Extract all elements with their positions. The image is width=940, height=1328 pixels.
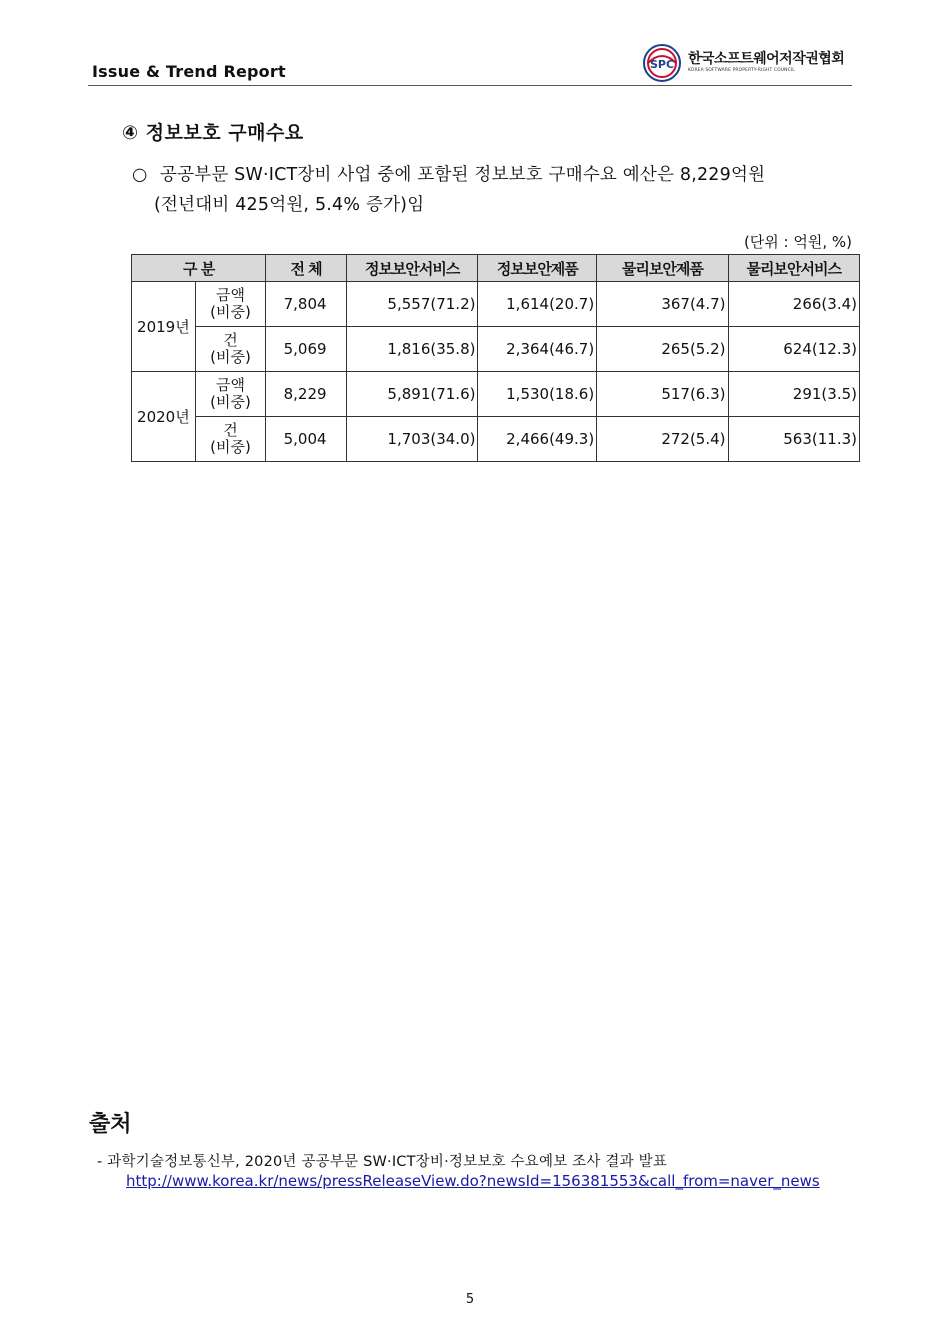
logo-subtitle: KOREA SOFTWARE PROPERTY-RIGHT COUNCIL <box>688 68 795 74</box>
value-cell: 266(3.4) <box>728 282 859 327</box>
value-cell: 624(12.3) <box>728 327 859 372</box>
kspc-logo-icon <box>642 43 682 83</box>
type-cell <box>195 417 266 462</box>
value-cell: 272(5.4) <box>597 417 728 462</box>
table-row <box>132 282 860 327</box>
value-cell: 265(5.2) <box>597 327 728 372</box>
type-label-sub: (비중) <box>210 438 251 456</box>
type-label: 금액 <box>216 376 245 394</box>
header-info-security-service: 정보보안서비스 <box>346 255 478 282</box>
value-cell: 2,466(49.3) <box>478 417 597 462</box>
source-link[interactable]: http://www.korea.kr/news/pressReleaseView.do?newsId=156381553&call_from=naver_news <box>126 1172 820 1190</box>
value-cell: 367(4.7) <box>597 282 728 327</box>
type-label: 금액 <box>216 286 245 304</box>
source-heading: 출처 <box>89 1112 132 1137</box>
kspc-logo <box>642 42 852 84</box>
value-cell: 5,069 <box>266 327 347 372</box>
section-title: ④ 정보보호 구매수요 <box>122 122 304 144</box>
value-cell: 1,703(34.0) <box>346 417 478 462</box>
source-citation: - 과학기술정보통신부, 2020년 공공부문 SW·ICT장비·정보보호 수요예보 조사 결과 발표 <box>97 1154 668 1170</box>
type-cell <box>195 282 266 327</box>
value-cell: 517(6.3) <box>597 372 728 417</box>
table-row <box>132 327 860 372</box>
value-cell: 7,804 <box>266 282 347 327</box>
table-header-row <box>132 255 860 282</box>
header-category: 구 분 <box>132 255 266 282</box>
table-row <box>132 417 860 462</box>
logo-mark-text: SPC <box>649 58 675 71</box>
type-cell <box>195 372 266 417</box>
header-info-security-product: 정보보안제품 <box>478 255 597 282</box>
value-cell: 563(11.3) <box>728 417 859 462</box>
header-physical-security-product: 물리보안제품 <box>597 255 728 282</box>
table-row <box>132 372 860 417</box>
type-label-sub: (비중) <box>210 348 251 366</box>
type-label-sub: (비중) <box>210 393 251 411</box>
value-cell: 1,614(20.7) <box>478 282 597 327</box>
value-cell: 1,816(35.8) <box>346 327 478 372</box>
value-cell: 5,004 <box>266 417 347 462</box>
value-cell: 291(3.5) <box>728 372 859 417</box>
year-cell: 2020년 <box>132 372 196 462</box>
type-cell <box>195 327 266 372</box>
value-cell: 5,891(71.6) <box>346 372 478 417</box>
bullet-mark: ○ <box>132 165 148 185</box>
type-label-sub: (비중) <box>210 303 251 321</box>
page-number: 5 <box>465 1292 475 1307</box>
year-cell: 2019년 <box>132 282 196 372</box>
header-physical-security-service: 물리보안서비스 <box>728 255 859 282</box>
type-label: 건 <box>223 331 238 349</box>
table-unit: (단위 : 억원, %) <box>743 233 852 251</box>
value-cell: 5,557(71.2) <box>346 282 478 327</box>
value-cell: 8,229 <box>266 372 347 417</box>
bullet-line-1: 공공부문 SW·ICT장비 사업 중에 포함된 정보보호 구매수요 예산은 8,229억원 <box>160 165 766 185</box>
value-cell: 1,530(18.6) <box>478 372 597 417</box>
value-cell: 2,364(46.7) <box>478 327 597 372</box>
header-divider <box>88 85 852 86</box>
logo-name: 한국소프트웨어저작권협회 <box>688 51 845 68</box>
bullet-paragraph <box>132 160 862 220</box>
report-title: Issue & Trend Report <box>92 62 286 81</box>
bullet-line-2: (전년대비 425억원, 5.4% 증가)임 <box>154 195 425 215</box>
type-label: 건 <box>223 421 238 439</box>
header-total: 전 체 <box>266 255 347 282</box>
purchase-demand-table <box>131 254 860 462</box>
